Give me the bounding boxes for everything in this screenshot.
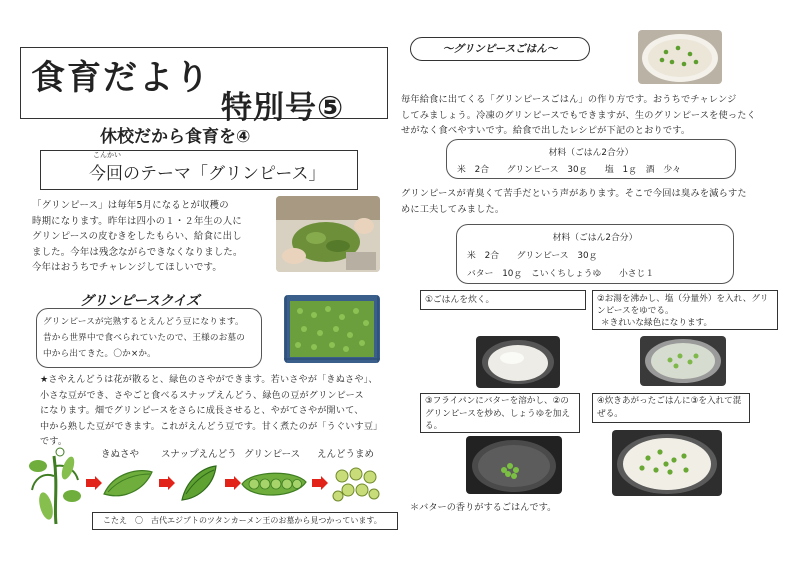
theme-box	[40, 150, 358, 190]
quiz-question-line: 昔から世界中で食べられていたので、王様のお墓の	[43, 333, 246, 343]
photo-pea-rice-bowl	[638, 30, 722, 84]
recipe-footer: ＊バターの香りがするごはんです。	[410, 502, 557, 513]
photo-peas-basket	[284, 295, 380, 363]
photo-cooked-rice	[476, 336, 560, 388]
materials-line: 米 2合 グリンピース 30ｇ 塩 1ｇ 酒 少々	[457, 165, 681, 175]
recipe-intro-line: せがなく食べやすいです。給食で出したレシピが下記のとおりです。	[401, 125, 691, 136]
explain-line: ★さやえんどうは花が散ると、緑色のさやができます。若いさやが「きぬさや」、	[40, 375, 378, 385]
recipe-intro-line: 毎年給食に出てくる「グリンピースごはん」の作り方です。おうちでチャレンジ	[401, 94, 737, 105]
step-2-box	[592, 290, 778, 330]
recipe-intro-line: してみましょう。冷凍のグリンピースでもできますが、生のグリンピースを使ったく	[401, 109, 757, 121]
quiz-title: グリンピースクイズ	[80, 293, 200, 309]
materials-heading: 材料（ごはん2合分）	[552, 233, 638, 243]
materials-box-2	[456, 224, 734, 284]
title-box	[20, 47, 388, 126]
quiz-answer-box	[92, 512, 398, 530]
explain-line: 中から熟した豆ができます。これがえんどう豆です。甘く煮たのが「うぐいす豆」	[40, 421, 383, 432]
recipe-mid-line: めに工夫してみました。	[401, 203, 505, 215]
quiz-question-line: 中から出てきた。〇か×か。	[43, 349, 156, 359]
materials-box-1	[446, 139, 736, 179]
step-note: ＊きれいな緑色になります。	[601, 318, 713, 328]
explain-line: です。	[40, 437, 68, 448]
quiz-answer: こたえ 〇 古代エジプトのツタンカーメン王のお墓から見つかっています。	[103, 516, 382, 525]
pea-plant-illustration	[24, 446, 88, 526]
arrow-icon	[159, 476, 175, 490]
quiz-explain	[40, 373, 390, 451]
intro-line: グリンピースの皮むきをしたもらい、給食に出し	[32, 231, 242, 242]
photo-pea-peeling	[276, 196, 380, 272]
open-pod-icon	[240, 468, 308, 502]
dried-peas-icon	[332, 464, 380, 504]
materials-heading: 材料（ごはん2合分）	[548, 148, 634, 158]
intro-line: 今年はおうちでチャレンジしてほしいです。	[32, 262, 222, 273]
photo-buttered-peas	[466, 436, 562, 494]
recipe-intro	[401, 92, 791, 139]
step-1-box	[420, 290, 586, 310]
stage-label-greenpeas: グリンピース	[244, 449, 301, 460]
quiz-question-line: グリンピースが完熟するとえんどう豆になります。	[43, 317, 244, 327]
arrow-icon	[225, 476, 241, 490]
theme-title: 今回のテーマ「グリンピース」	[89, 164, 326, 184]
step-text: ④炊きあがったごはんに③を入れて混ぜる。	[597, 396, 742, 419]
recipe-title: ～グリンピースごはん～	[442, 43, 558, 55]
step-text: ②お湯を沸かし、塩（分量外）を入れ、グリンピースをゆでる。	[597, 294, 769, 316]
step-4-box	[592, 393, 750, 423]
stage-label-snap: スナップえんどう	[161, 449, 237, 460]
kinusaya-icon	[100, 464, 156, 504]
photo-boiling-peas	[640, 336, 726, 386]
intro-line: ました。今年は残念ながらできなくなりました。	[32, 246, 243, 258]
explain-line: 小さな豆ができ、さやごと食べるスナップえんどう、緑色の豆がグリンピース	[40, 390, 364, 401]
intro-line: 「グリンピース」は毎年5月になるとが収穫の	[32, 200, 229, 211]
title-main: 食育だより	[31, 58, 211, 98]
step-text: ③フライパンにバターを溶かし、②のグリンピースを炒め、しょうゆを加える。	[425, 396, 570, 431]
recipe-title-pill	[410, 37, 590, 61]
subtitle: 休校だから食育を④	[100, 127, 251, 147]
recipe-mid	[401, 186, 791, 217]
photo-mixed-rice	[612, 430, 722, 496]
stage-label-endoumame: えんどうまめ	[317, 449, 375, 460]
explain-line: になります。畑でグリンピースをさらに成長させると、やがてさやが開いて、	[40, 406, 364, 417]
stage-label-kinusaya: きぬさや	[101, 449, 140, 460]
title-special: 特別号⑤	[221, 90, 345, 126]
materials-line: 米 2合 グリンピース 30ｇ	[467, 251, 598, 261]
recipe-mid-line: グリンピースが青臭くて苦手だという声があります。そこで今回は臭みを減らすた	[401, 188, 747, 199]
snap-pea-icon	[176, 462, 222, 506]
arrow-icon	[312, 476, 328, 490]
intro-text	[32, 198, 277, 276]
intro-line: 時期になります。昨年は四小の１・２年生の人に	[32, 215, 242, 227]
step-text: ①ごはんを炊く。	[425, 295, 495, 305]
materials-line: バター 10ｇ こいくちしょうゆ 小さじ１	[467, 269, 655, 279]
step-3-box	[420, 393, 580, 433]
theme-ruby: こんかい	[93, 151, 121, 159]
quiz-question-box	[36, 308, 262, 368]
